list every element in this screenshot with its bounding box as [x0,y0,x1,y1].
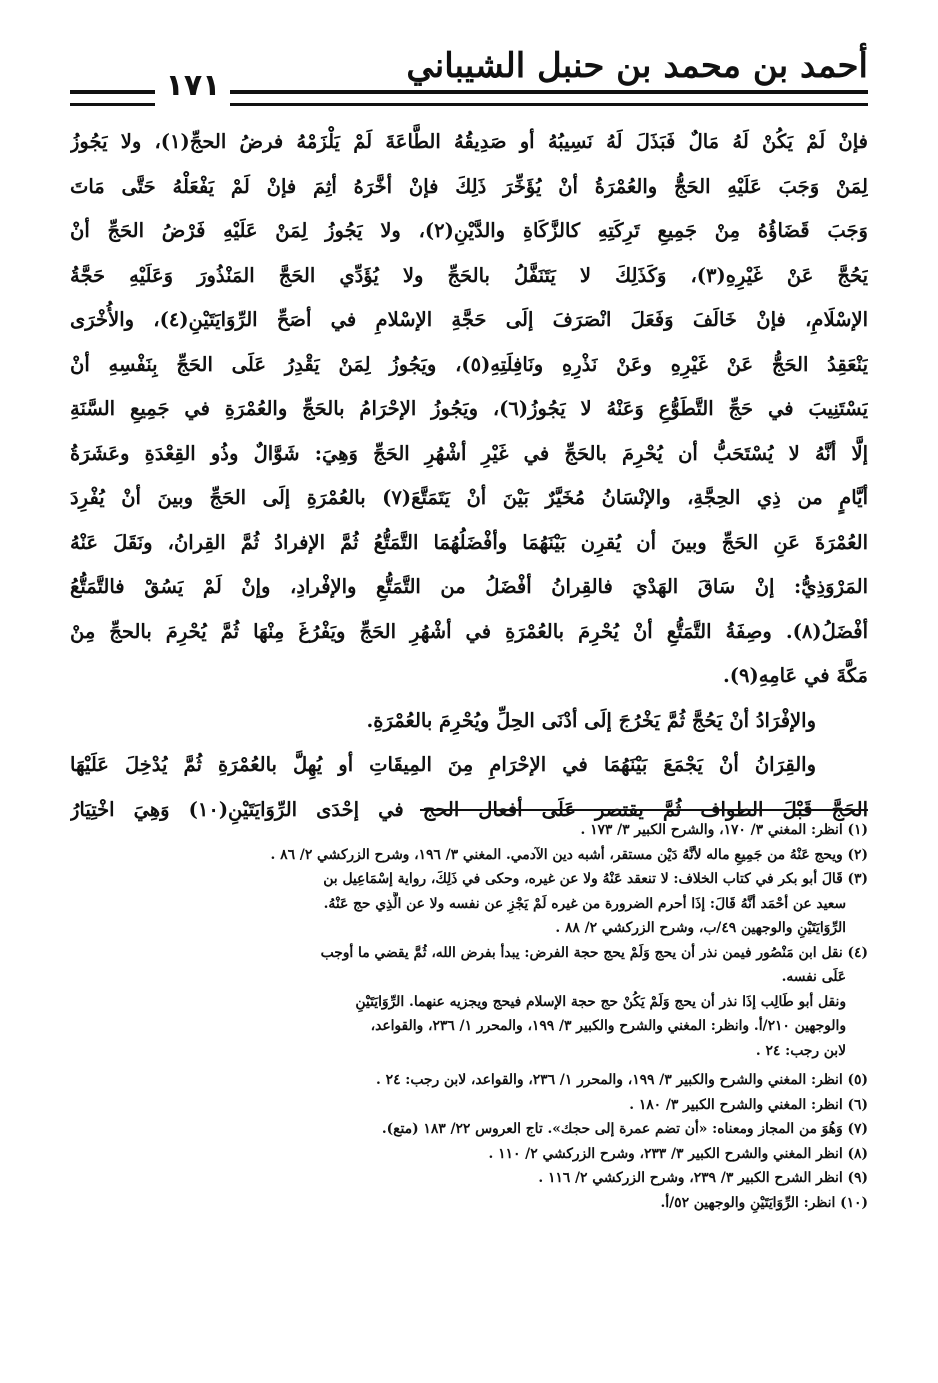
text-line: وَجَبَ قَضَاؤُهُ مِنْ جَمِيعِ تَرِكَتِهِ كالزَّكَاةِ والدَّيْنِ(٢)، ولا يَجُوزُ لِمَنْ عَلَيْهِ فَرْضُ الحَجِّ أنْ [70,219,868,242]
text-line: يَنْعَقِدُ الحَجُّ عَنْ غَيْرِهِ وعَنْ نَذْرِهِ ونَافِلَتِهِ(٥)، ويَجُوزُ لِمَنْ يَقْدِرُ عَلَى الحَجِّ بِنَفْسِهِ أنْ [70,352,868,376]
text-line: أفْضَلُ(٨). وصِفَةُ التَّمَتُّعِ أنْ يُحْرِمَ بالعُمْرَةِ في أشْهُرِ الحَجِّ ويَفْرُغَ مِنْهَا ثُمَّ يُحْرِمَ بالحجِّ مِنْ [70,619,868,643]
footnote-8: (٨) انظر المغني والشرح الكبير ٣/ ٢٣٣، وشرح الزركشي ٢/ ١١٠ . [488,1145,868,1162]
page-number: ١٧١ [165,68,221,103]
text-line: والإفْرَادُ أنْ يَحُجَّ ثُمَّ يَخْرُجَ إلَى أدْنَى الحِلِّ ويُحْرِمَ بالعُمْرَةِ. [366,708,816,732]
footnote-4: (٤) نقل ابن مَنْصُور فيمن نذر أن يحج وَلَمْ يحج حجة الفرض: يبدأ بفرض الله، ثُمَّ يقضي ما أوجب [320,944,868,961]
text-line: فإنْ لَمْ يَكُنْ لَهُ مَالٌ فَبَذَلَ لَهُ نَسِيبُهُ أو صَدِيقُهُ الطَّاعَةَ لَمْ يَلْزَمْهُ فرضُ الحجِّ(١)، ولا يَجُوزُ [70,130,868,153]
footnote-1: (١) انظر: المغني ٣/ ١٧٠، والشرح الكبير ٣/ ١٧٣ . [580,822,868,838]
footnote-3: (٣) قَالَ أبو بكر في كتاب الخلاف: لا تنعقد عَنْهُ ولا عن غيره، وحكى في ذَلِكَ، رواية إسْمَاعِيل بن [323,871,868,887]
footnote-4-cont: عَلَى نفسه. [781,969,846,985]
footnote-6: (٦) انظر: المغني والشرح الكبير ٣/ ١٨٠ . [629,1096,868,1113]
footnote-7: (٧) وَهُوَ من المجاز ومعناه: «أن تضم عمرة إلى حجك». تاج العروس ٢٢/ ١٨٣ (متع). [381,1121,868,1137]
text-line: الحَجَّ قَبْلَ الطواف ثُمَّ يقتصر عَلَى أفعال الحج في إحْدَى الرِّوَايَتَيْنِ(١٠) وَهِيَ اخْتِيَارُ [70,797,868,821]
header-rule-long [230,90,868,106]
header-rule-row [70,68,868,104]
footnote-9: (٩) انظر الشرح الكبير ٣/ ٢٣٩، وشرح الزركشي ٢/ ١١٦ . [538,1170,868,1186]
page-header [70,40,868,110]
footnote-2: (٢) ويحج عَنْهُ من جَمِيعِ ماله لأنَّهُ دَيْن مستقر، أشبه دين الآدمي. المغني ٣/ ١٩٦، وشرح الزركشي ٢/ ٨٦ . [270,846,868,863]
footnote-3-cont: سعيد عن أحْمَد أنَّهُ قَالَ: إذَا أحرم الضرورة من غيره لَمْ يَجْزِ عن نفسه ولا عن الَّذِي حج عَنْهُ. [323,895,846,912]
footnote-3-cont: الرِّوَايَتَيْنِ والوجهين ٤٩/ب، وشرح الزركشي ٢/ ٨٨ . [555,920,846,936]
footnote-4-cont: والوجهين ٢١٠/أ. وانظر: المغني والشرح والكبير ٣/ ١٩٩، والمحرر ١/ ٢٣٦، والقواعد، [370,1018,846,1034]
text-line: لِمَنْ وَجَبَ عَلَيْهِ الحَجُّ والعُمْرَةُ أنْ يُؤَخِّرَ ذَلِكَ فإنْ أخَّرَهُ أثِمَ فإنْ لَمْ يَفْعَلْهُ حَتَّى مَاتَ [70,174,868,198]
footnotes [70,818,868,1215]
running-head-author: أحمد بن محمد بن حنبل الشيباني [406,46,868,86]
text-line: الإسْلَامِ، فإنْ خَالَفَ وَفَعَلَ انْصَرَفَ إلَى حَجَّةِ الإسْلامِ في أصَحِّ الرِّوَايَتَيْنِ(٤)، والأُخْرَى [70,308,868,331]
text-line: المَرْوَذِيُّ: إنْ سَاقَ الهَدْيَ فالقِرانُ أفْضَلُ من التَّمَتُّعِ والإفْرادِ، وإنْ لَمْ يَسُقْ فالتَّمَتُّعُ [70,575,868,598]
text-line: مَكَّةَ في عَامِهِ(٩). [722,664,868,687]
text-line: العُمْرَةَ عَنِ الحَجِّ وبينَ أن يُقرِن بَيْنَهُمَا وأفْضَلُهُمَا التَّمَتُّعُ ثُمَّ الإفرادُ ثُمَّ القِرانُ، ونَقَلَ عَنْهُ [70,530,868,554]
footnote-separator [420,809,868,811]
footnote-4-cont: لابن رجب: ٢٤ . [755,1042,846,1059]
footnote-10: (١٠) انظر: الرِّوَايَتَيْنِ والوجهين ٥٢/أ. [660,1194,868,1211]
footnote-4-cont: ونقل أبو طَالِب إذَا نذر أن يحج وَلَمْ يَكُنْ حج حجة الإسلام فيحج ويجزيه عنهما. الرِّوَايَتَيْنِ [355,993,846,1010]
text-line: والقِرَانُ أنْ يَجْمَعَ بَيْنَهُمَا في الإحْرَامِ مِنَ المِيقَاتِ أو يُهِلَّ بالعُمْرَةِ ثُمَّ يُدْخِلَ عَلَيْهَا [70,753,816,776]
text-line: أيَّامٍ من ذِي الحِجَّةِ، والإنْسَانُ مُخَيَّرٌ بَيْنَ أنْ يَتَمَتَّعَ(٧) بالعُمْرَةِ إلَى الحَجِّ وبينَ أنْ يُفْرِدَ [70,486,868,509]
footnote-5: (٥) انظر: المغني والشرح والكبير ٣/ ١٩٩، والمحرر ١/ ٢٣٦، والقواعد، لابن رجب: ٢٤ . [376,1072,868,1088]
text-line: يَحُجَّ عَنْ غَيْرِهِ(٣)، وَكَذَلِكَ لا يَتَنَفَّلُ بالحَجِّ ولا يُؤَدِّي الحَجَّ المَنْذُورَ وَعَلَيْهِ حَجَّةُ [70,263,868,287]
header-rule-short [70,90,155,106]
main-text [70,120,868,832]
text-line: إلَّا أنَّهُ لا يُسْتَحَبُّ أن يُحْرِمَ بالحَجِّ في غَيْرِ أشْهُرِ الحَجِّ وَهِيَ: شَوَّالٌ وذُو القِعْدَةِ وعَشَرَةُ [70,441,868,465]
text-line: يَسْتَنِيبَ في حَجِّ التَّطَوُّعِ وَعَنْهُ لا يَجُوزُ(٦)، ويَجُوزُ الإحْرَامُ بالحَجِّ والعُمْرَةِ في جَمِيعِ السَّنَةِ [70,397,868,420]
